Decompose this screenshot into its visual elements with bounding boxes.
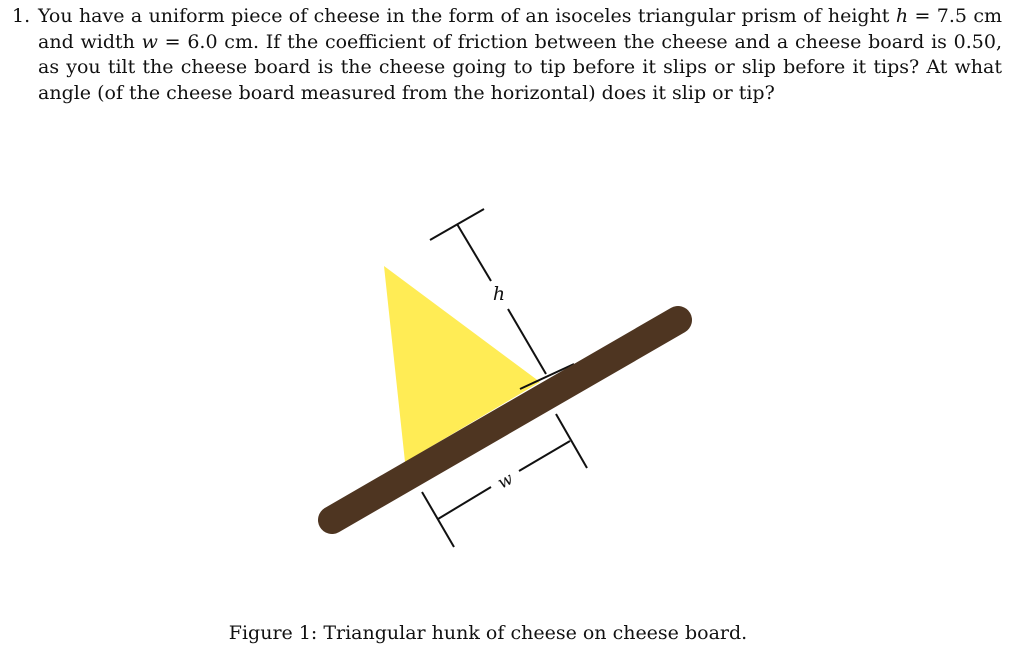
width-tick-left [422,492,454,547]
width-tick-right [556,414,587,468]
width-line-left [438,487,491,519]
problem-text-part-2: and width [38,30,142,53]
width-line-right [519,441,570,471]
problem-text-part-1: You have a uniform piece of cheese in the form of an isoceles triangular prism of height [38,5,896,27]
variable-w: w [141,30,158,53]
height-label: h [492,283,506,305]
height-value: = 7.5 cm [908,5,1002,27]
width-label: w [494,468,517,494]
height-line-upper [457,224,491,281]
figure-caption: Figure 1: Triangular hunk of cheese on cheese board. [228,622,748,644]
problem-text-part-3: If the coefficient of friction between the cheese and a cheese board is 0.50, as you tilt the cheese board is the cheese going to tip before it slips or slip before it tips? At what angle (of the cheese board measured from the horizontal) does it slip or tip? [38,30,1003,104]
problem-number: 1. [12,5,31,27]
variable-h: h [895,5,909,27]
width-value: = 6.0 cm. [157,30,260,53]
